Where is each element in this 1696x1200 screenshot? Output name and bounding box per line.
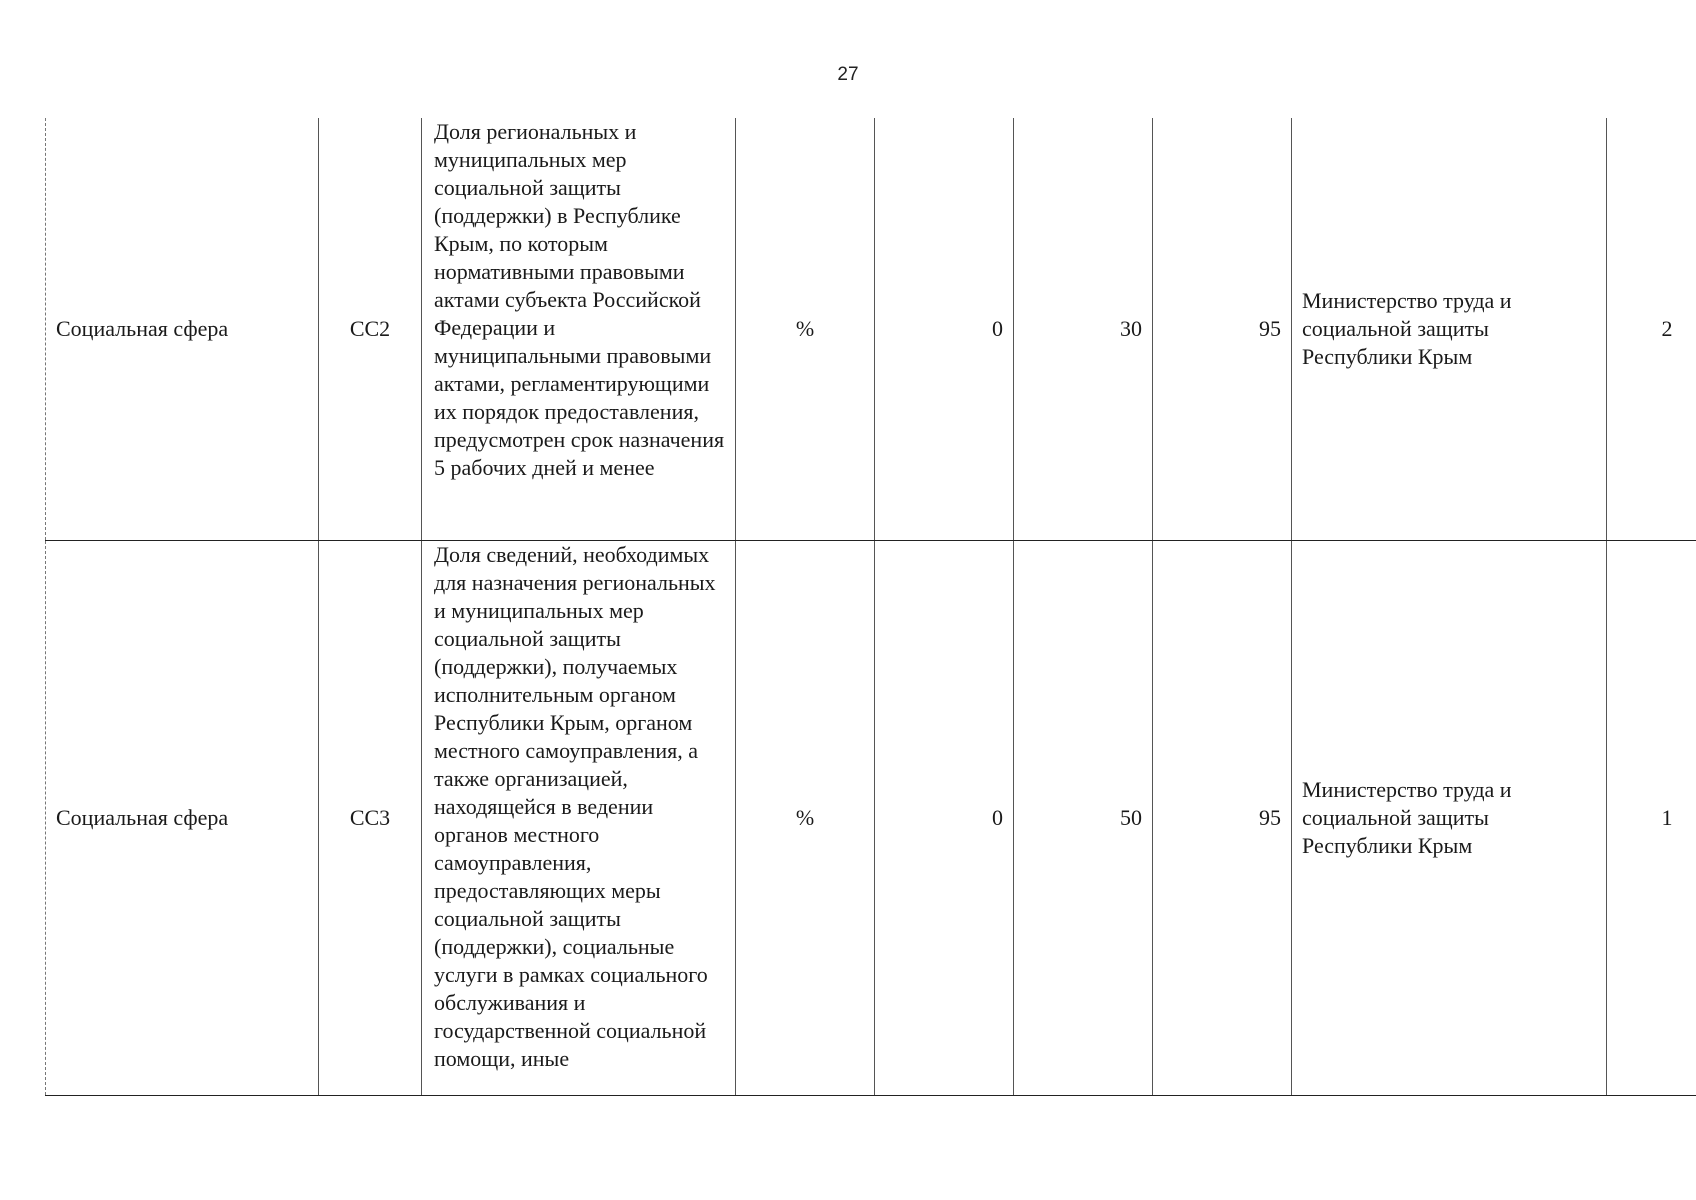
value-2-cell: 95 bbox=[1153, 118, 1292, 541]
code-cell: СС3 bbox=[319, 541, 422, 1096]
page-number: 27 bbox=[837, 64, 859, 85]
unit-cell: % bbox=[736, 541, 875, 1096]
indicator-name-cell: Доля сведений, необходимых для назначения региональных и муниципальных мер социальной защиты (поддержки), получаемых исполнительным органом Республики Крым, органом местного самоуправления, а также организацией, находящейся в ведении органов местного самоуправления, предоставляющих меры социальной защиты (поддержки), социальные услуги в рамках социального обслуживания и государственной социальной помощи, иные bbox=[422, 541, 736, 1096]
sphere-cell: Социальная сфера bbox=[46, 118, 319, 541]
code-cell: СС2 bbox=[319, 118, 422, 541]
responsible-cell: Министерство труда и социальной защиты Республики Крым bbox=[1292, 118, 1607, 541]
number-cell: 1 bbox=[1607, 541, 1696, 1096]
value-1-cell: 50 bbox=[1014, 541, 1153, 1096]
responsible-cell: Министерство труда и социальной защиты Республики Крым bbox=[1292, 541, 1607, 1096]
sphere-cell: Социальная сфера bbox=[46, 541, 319, 1096]
value-2-cell: 95 bbox=[1153, 541, 1292, 1096]
base-value-cell: 0 bbox=[875, 118, 1014, 541]
indicators-table bbox=[45, 118, 1696, 1096]
unit-cell: % bbox=[736, 118, 875, 541]
number-cell: 2 bbox=[1607, 118, 1696, 541]
base-value-cell: 0 bbox=[875, 541, 1014, 1096]
table-row bbox=[46, 118, 1696, 541]
value-1-cell: 30 bbox=[1014, 118, 1153, 541]
table-row bbox=[46, 541, 1696, 1096]
indicator-name-cell: Доля региональных и муниципальных мер социальной защиты (поддержки) в Республике Крым, по которым нормативными правовыми актами субъекта Российской Федерации и муниципальными правовыми актами, регламентирующими их порядок предоставления, предусмотрен срок назначения 5 рабочих дней и менее bbox=[422, 118, 736, 541]
